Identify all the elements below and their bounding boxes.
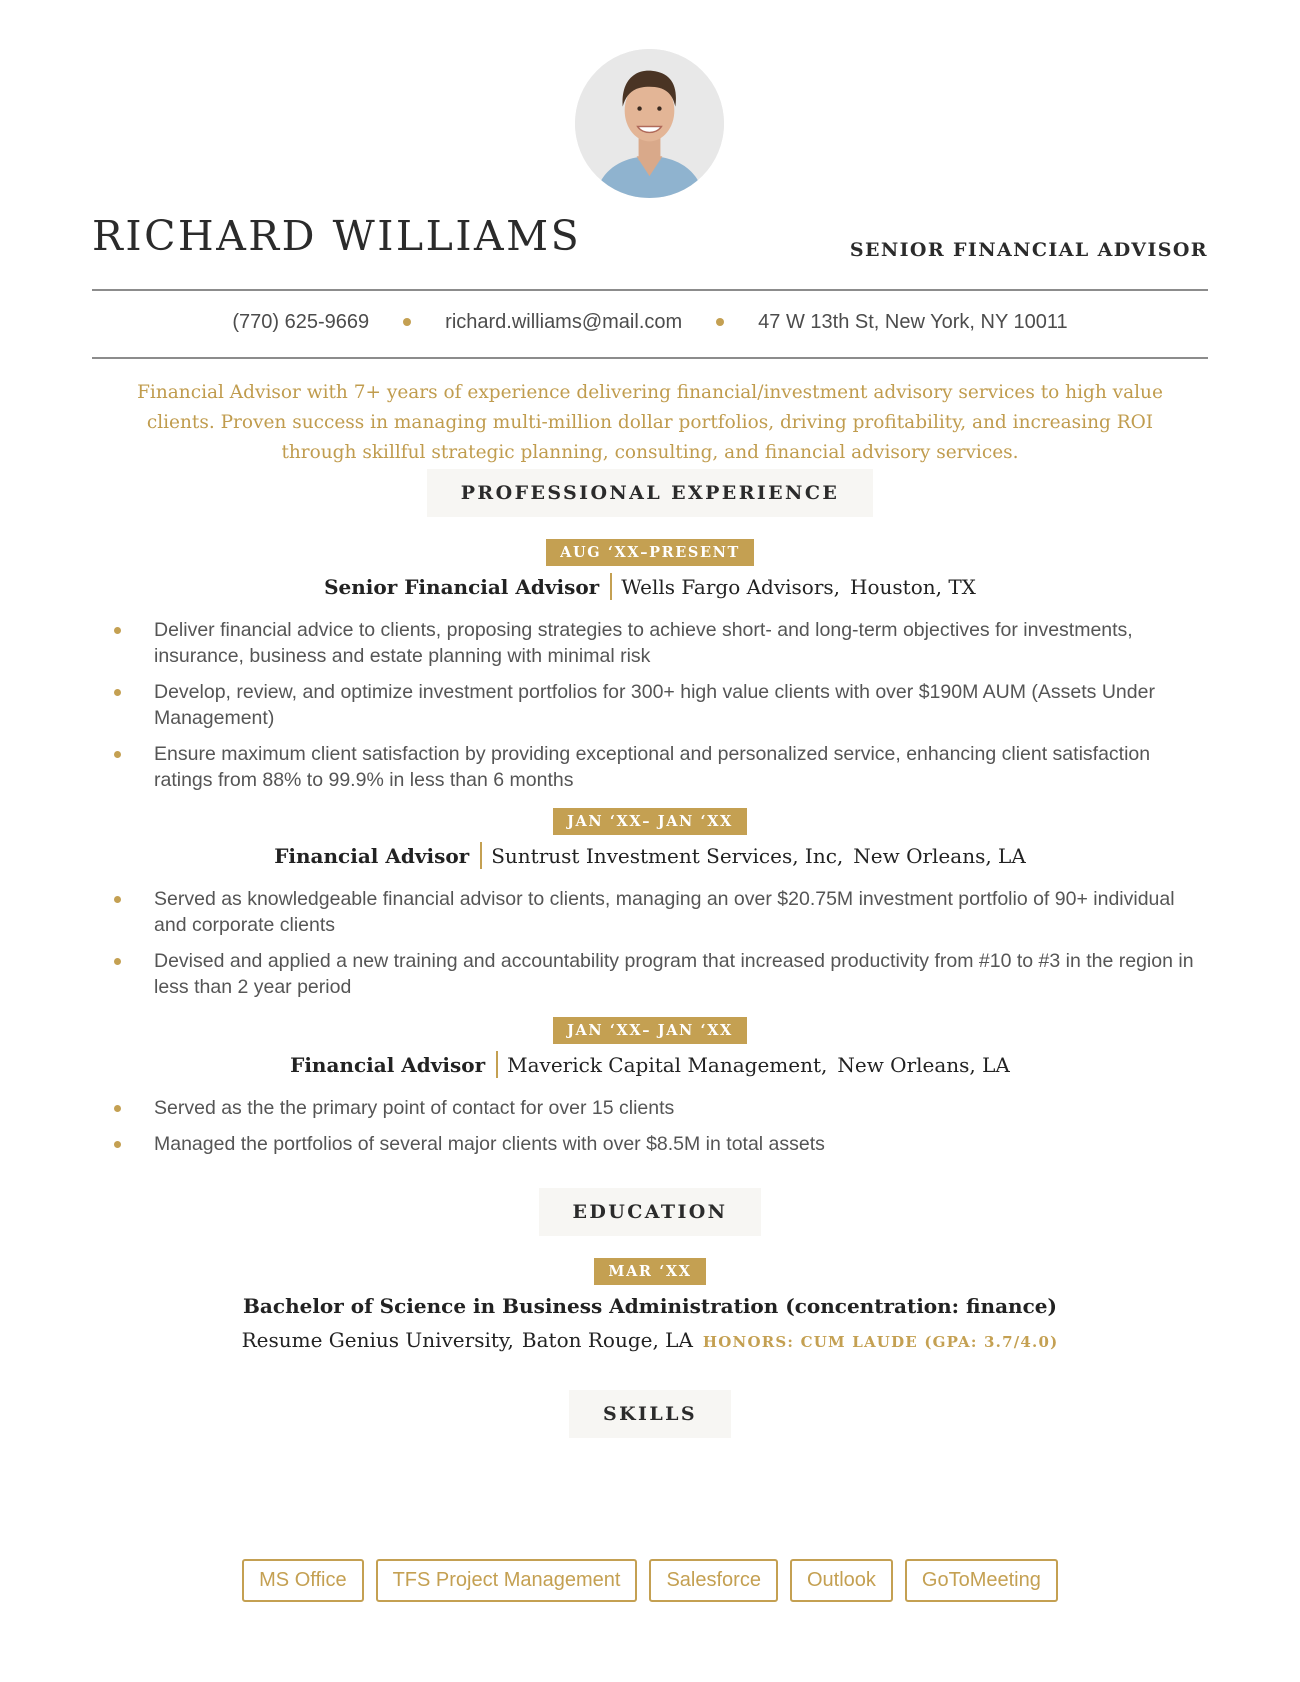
job-company: Suntrust Investment Services, Inc, [491, 844, 844, 868]
job-2-bullets [110, 886, 1195, 1010]
date-label: JAN ‘XX– JAN ‘XX [553, 808, 747, 835]
job-2-date-badge [0, 808, 1300, 835]
list-item: Deliver financial advice to clients, proposing strategies to achieve short- and long-term objectives for investments, insurance, business and estate planning with minimal risk [110, 617, 1195, 669]
education-date-badge [0, 1258, 1300, 1285]
school-line [0, 1328, 1300, 1352]
section-skills [0, 1390, 1300, 1438]
job-company: Maverick Capital Management, [507, 1053, 828, 1077]
list-item: Ensure maximum client satisfaction by providing exceptional and personalized service, enhancing client satisfaction ratings from 88% to 99.9% in less than 6 months [110, 741, 1195, 793]
job-location: New Orleans, LA [837, 1053, 1010, 1077]
address: 47 W 13th St, New York, NY 10011 [758, 311, 1068, 333]
summary: Financial Advisor with 7+ years of experience delivering financial/investment advisory services to high value clients. Proven success in managing multi-million dollar portfolios, driving profitability, and increasing ROI through skillful strategic planning, consulting, and financial advisory services. [137, 382, 1163, 463]
job-3-date-badge [0, 1017, 1300, 1044]
profile-photo-illustration [575, 49, 724, 198]
job-1-role-line [0, 575, 1300, 602]
job-1-bullets [110, 617, 1195, 803]
profile-photo [575, 49, 724, 198]
list-item: Develop, review, and optimize investment portfolios for 300+ high value clients with over $190M AUM (Assets Under Management) [110, 679, 1195, 731]
job-location: Houston, TX [850, 575, 976, 599]
honors: HONORS: CUM LAUDE (GPA: 3.7/4.0) [702, 1333, 1059, 1351]
job-title: SENIOR FINANCIAL ADVISOR [849, 239, 1208, 261]
role-separator [480, 842, 482, 869]
date-label: AUG ‘XX–PRESENT [546, 539, 754, 566]
divider-bottom [92, 357, 1208, 359]
job-role: Senior Financial Advisor [324, 575, 600, 599]
school-location: Baton Rouge, LA [521, 1328, 693, 1352]
role-separator [610, 573, 612, 600]
job-2-role-line [0, 844, 1300, 871]
school-name: Resume Genius University, [241, 1328, 514, 1352]
list-item: Served as knowledgeable financial advisor to clients, managing an over $20.75M investment portfolio of 90+ individual and corporate clients [110, 886, 1195, 938]
skill-tag: Salesforce [649, 1559, 778, 1602]
degree: Bachelor of Science in Business Administration (concentration: finance) [243, 1294, 1057, 1318]
separator-dot-icon [716, 318, 724, 326]
job-location: New Orleans, LA [853, 844, 1026, 868]
section-heading: SKILLS [569, 1390, 731, 1438]
skill-tag: MS Office [242, 1559, 363, 1602]
section-heading: PROFESSIONAL EXPERIENCE [427, 469, 873, 517]
job-3-bullets [110, 1095, 1195, 1167]
divider-top [92, 289, 1208, 291]
job-1-date-badge [0, 539, 1300, 566]
section-experience [0, 469, 1300, 517]
section-education [0, 1188, 1300, 1236]
phone: (770) 625-9669 [232, 311, 370, 333]
date-label: JAN ‘XX– JAN ‘XX [553, 1017, 747, 1044]
role-separator [496, 1051, 498, 1078]
job-3-role-line [0, 1053, 1300, 1080]
list-item: Served as the the primary point of contact for over 15 clients [110, 1095, 1195, 1121]
date-label: MAR ‘XX [594, 1258, 705, 1285]
job-role: Financial Advisor [274, 844, 470, 868]
job-company: Wells Fargo Advisors, [621, 575, 841, 599]
contact-bar [92, 311, 1208, 334]
skill-tag: TFS Project Management [376, 1559, 638, 1602]
skills-list [0, 1559, 1300, 1602]
candidate-name: RICHARD WILLIAMS [92, 212, 582, 260]
job-role: Financial Advisor [290, 1053, 486, 1077]
list-item: Managed the portfolios of several major clients with over $8.5M in total assets [110, 1131, 1195, 1157]
list-item: Devised and applied a new training and accountability program that increased productivity from #10 to #3 in the region in less than 2 year period [110, 948, 1195, 1000]
section-heading: EDUCATION [539, 1188, 762, 1236]
email: richard.williams@mail.com [445, 311, 683, 333]
separator-dot-icon [403, 318, 411, 326]
skill-tag: Outlook [790, 1559, 893, 1602]
skill-tag: GoToMeeting [905, 1559, 1058, 1602]
